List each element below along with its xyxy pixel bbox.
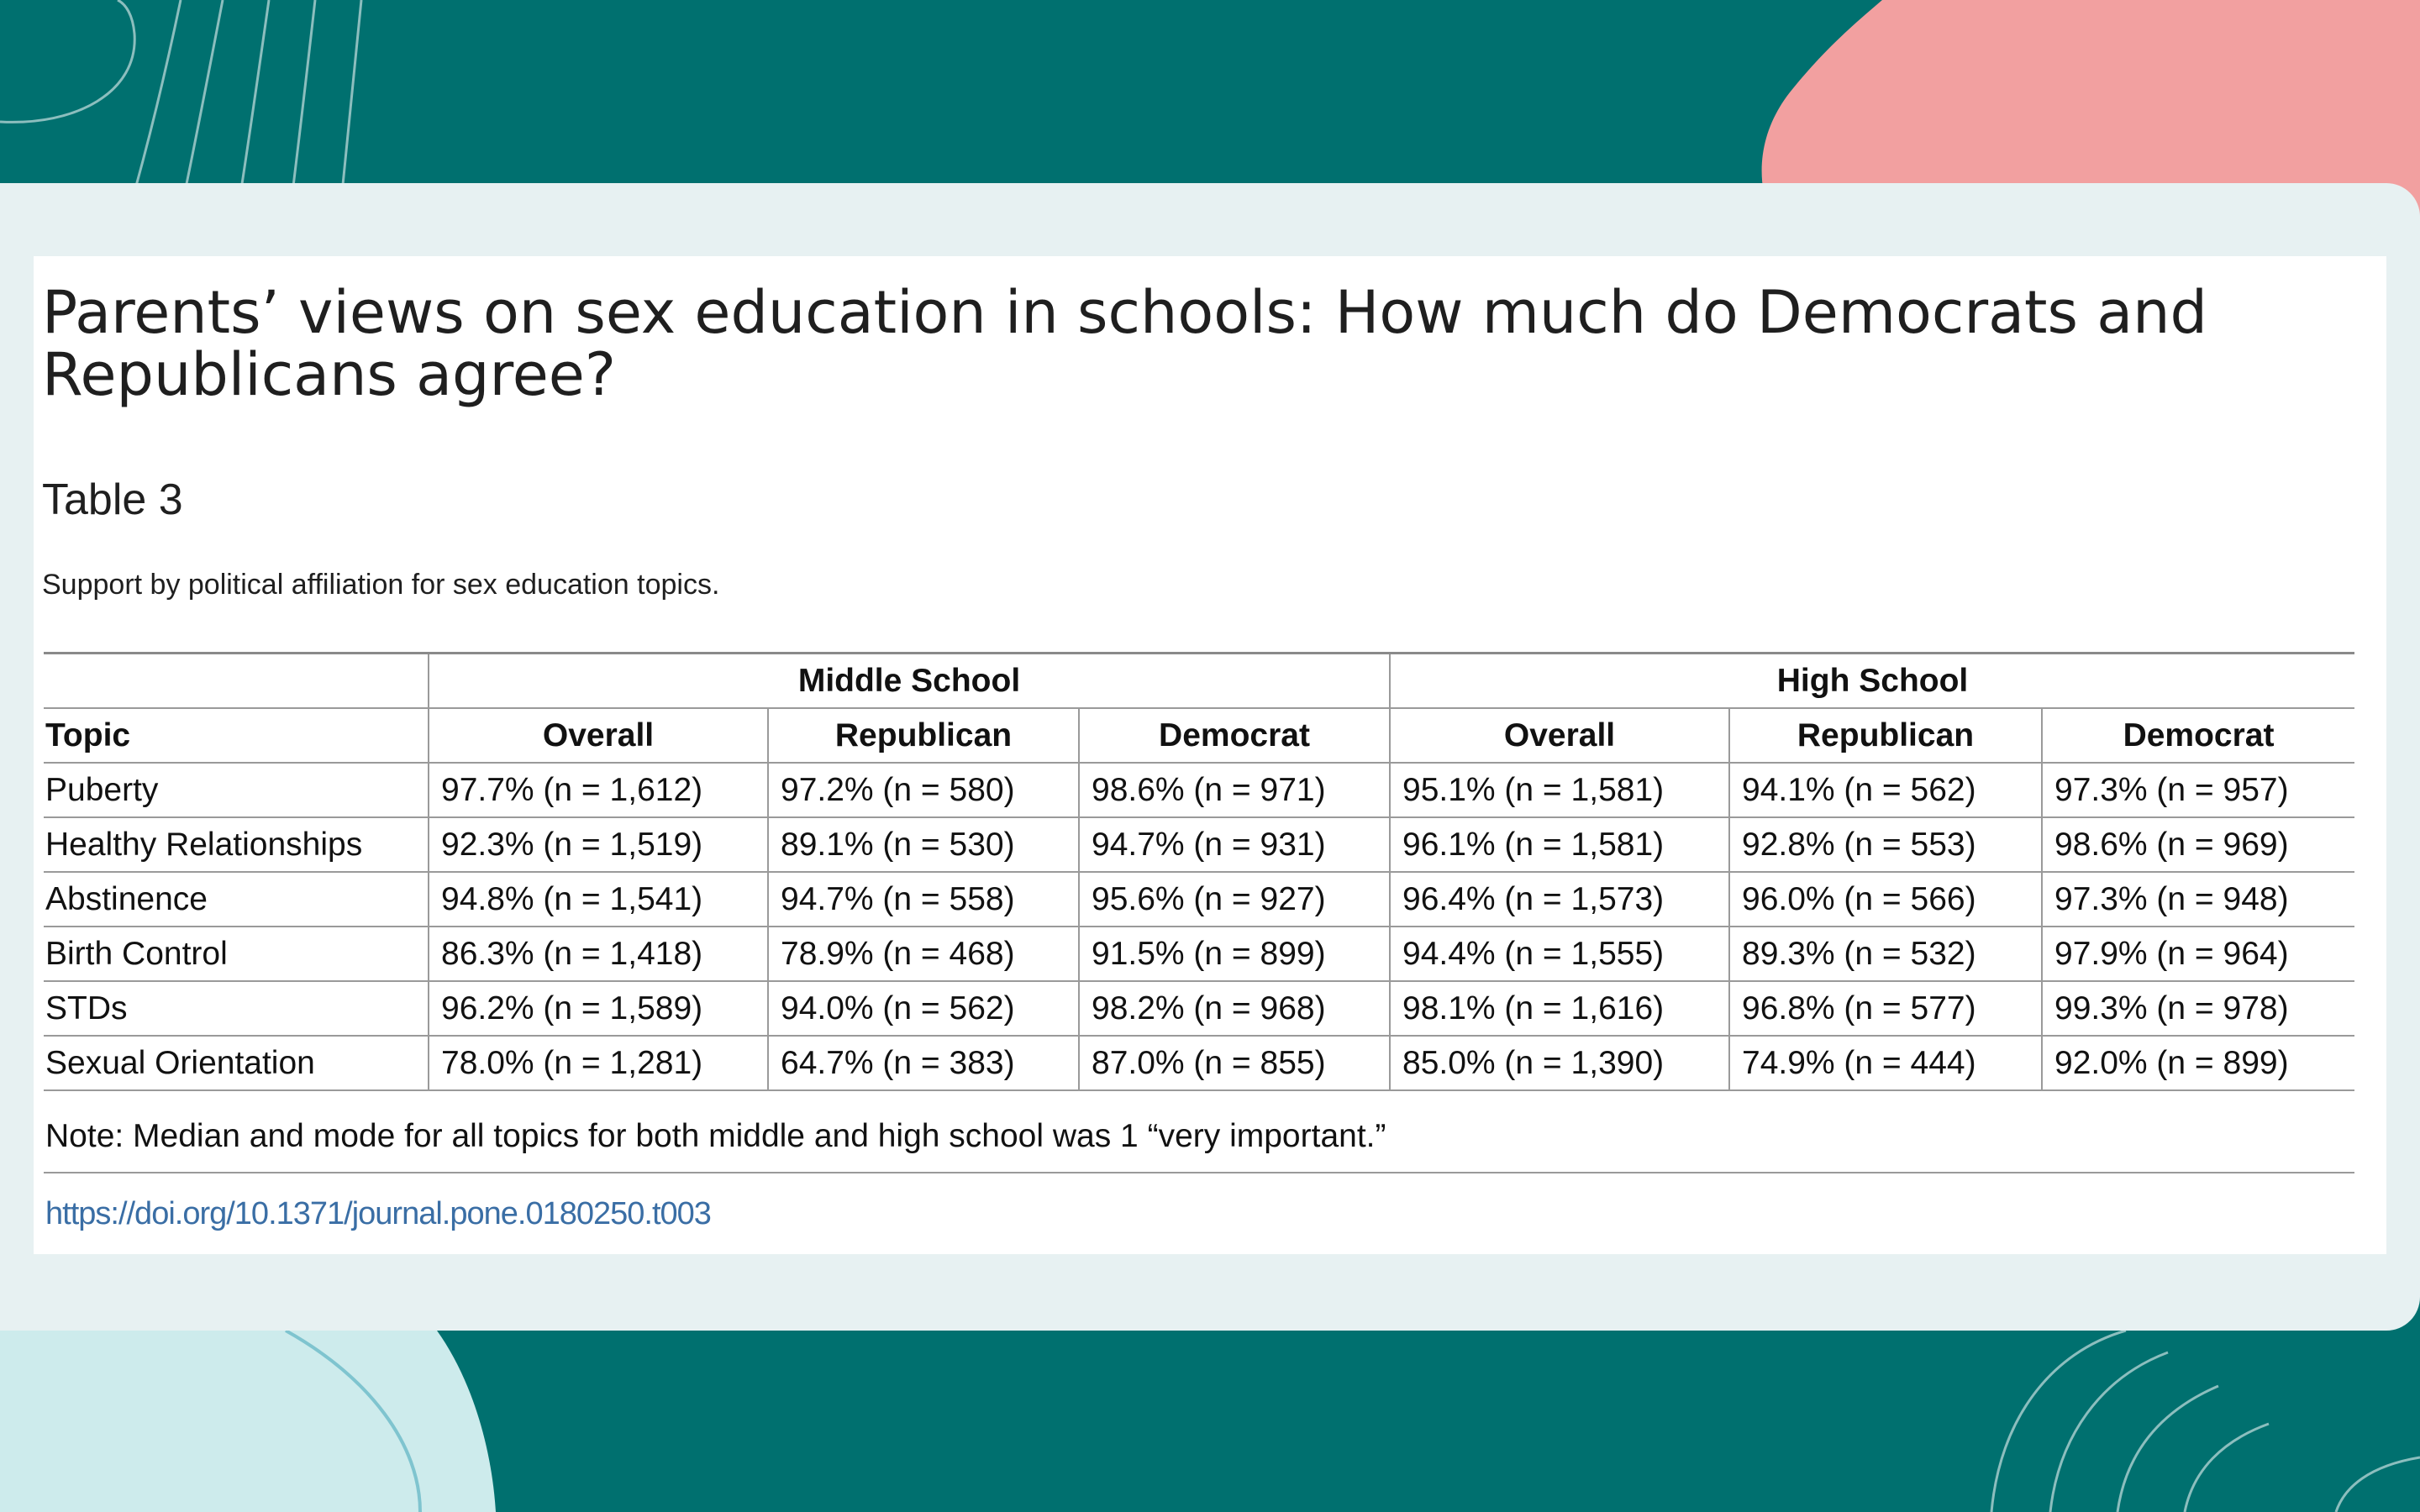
doi-link[interactable]: https://doi.org/10.1371/journal.pone.0180250.t003 xyxy=(45,1196,711,1231)
table-cell: 91.5% (n = 899) xyxy=(1079,927,1390,981)
table-cell: 97.3% (n = 948) xyxy=(2042,872,2354,927)
table-cell: 78.0% (n = 1,281) xyxy=(429,1036,768,1090)
table-cell: 94.4% (n = 1,555) xyxy=(1390,927,1729,981)
column-header-hs-republican: Republican xyxy=(1729,708,2042,763)
table-cell: 94.7% (n = 558) xyxy=(768,872,1079,927)
data-table xyxy=(44,652,2354,1091)
group-header-high-school: High School xyxy=(1390,654,2354,709)
table-cell: 85.0% (n = 1,390) xyxy=(1390,1036,1729,1090)
table-cell: 96.1% (n = 1,581) xyxy=(1390,817,1729,872)
table-cell: 94.8% (n = 1,541) xyxy=(429,872,768,927)
page-title: Parents’ views on sex education in schools: How much do Democrats and Republicans agree? xyxy=(42,278,2207,409)
table-label: Table 3 xyxy=(42,475,183,524)
table-cell: 97.7% (n = 1,612) xyxy=(429,763,768,817)
table-cell: 96.4% (n = 1,573) xyxy=(1390,872,1729,927)
table-cell-topic: Abstinence xyxy=(44,872,429,927)
column-header-hs-overall: Overall xyxy=(1390,708,1729,763)
group-header-row xyxy=(44,654,2354,709)
table-row xyxy=(44,872,2354,927)
table-cell: 98.6% (n = 969) xyxy=(2042,817,2354,872)
table-cell: 98.1% (n = 1,616) xyxy=(1390,981,1729,1036)
column-header-ms-democrat: Democrat xyxy=(1079,708,1390,763)
table-note: Note: Median and mode for all topics for both middle and high school was 1 “very important.” xyxy=(45,1118,1386,1154)
table-cell: 98.6% (n = 971) xyxy=(1079,763,1390,817)
column-header-ms-republican: Republican xyxy=(768,708,1079,763)
table-cell-topic: Healthy Relationships xyxy=(44,817,429,872)
group-header-empty xyxy=(44,654,429,709)
table-cell: 92.8% (n = 553) xyxy=(1729,817,2042,872)
table-cell: 92.3% (n = 1,519) xyxy=(429,817,768,872)
table-cell: 94.7% (n = 931) xyxy=(1079,817,1390,872)
table-cell: 97.3% (n = 957) xyxy=(2042,763,2354,817)
table-cell: 96.0% (n = 566) xyxy=(1729,872,2042,927)
table-cell: 86.3% (n = 1,418) xyxy=(429,927,768,981)
table-cell: 92.0% (n = 899) xyxy=(2042,1036,2354,1090)
table-row xyxy=(44,927,2354,981)
table-cell: 97.9% (n = 964) xyxy=(2042,927,2354,981)
table-row xyxy=(44,817,2354,872)
column-header-hs-democrat: Democrat xyxy=(2042,708,2354,763)
table-cell-topic: Birth Control xyxy=(44,927,429,981)
group-header-middle-school: Middle School xyxy=(429,654,1390,709)
table-cell: 64.7% (n = 383) xyxy=(768,1036,1079,1090)
table-cell: 98.2% (n = 968) xyxy=(1079,981,1390,1036)
table-cell: 74.9% (n = 444) xyxy=(1729,1036,2042,1090)
table-cell: 89.3% (n = 532) xyxy=(1729,927,2042,981)
table-caption: Support by political affiliation for sex education topics. xyxy=(42,569,720,601)
table-cell-topic: Puberty xyxy=(44,763,429,817)
table-row xyxy=(44,763,2354,817)
table-cell: 95.6% (n = 927) xyxy=(1079,872,1390,927)
table-cell: 99.3% (n = 978) xyxy=(2042,981,2354,1036)
table-row xyxy=(44,981,2354,1036)
table-cell: 96.2% (n = 1,589) xyxy=(429,981,768,1036)
column-header-row xyxy=(44,708,2354,763)
table-cell: 87.0% (n = 855) xyxy=(1079,1036,1390,1090)
bottom-left-blob xyxy=(0,1331,496,1512)
table-cell: 95.1% (n = 1,581) xyxy=(1390,763,1729,817)
table-row xyxy=(44,1036,2354,1090)
table-cell: 78.9% (n = 468) xyxy=(768,927,1079,981)
column-header-ms-overall: Overall xyxy=(429,708,768,763)
table-cell-topic: STDs xyxy=(44,981,429,1036)
table-cell-topic: Sexual Orientation xyxy=(44,1036,429,1090)
note-divider xyxy=(44,1172,2354,1173)
table-cell: 94.0% (n = 562) xyxy=(768,981,1079,1036)
table-cell: 96.8% (n = 577) xyxy=(1729,981,2042,1036)
column-header-topic: Topic xyxy=(44,708,429,763)
table-cell: 94.1% (n = 562) xyxy=(1729,763,2042,817)
table-cell: 97.2% (n = 580) xyxy=(768,763,1079,817)
table-cell: 89.1% (n = 530) xyxy=(768,817,1079,872)
